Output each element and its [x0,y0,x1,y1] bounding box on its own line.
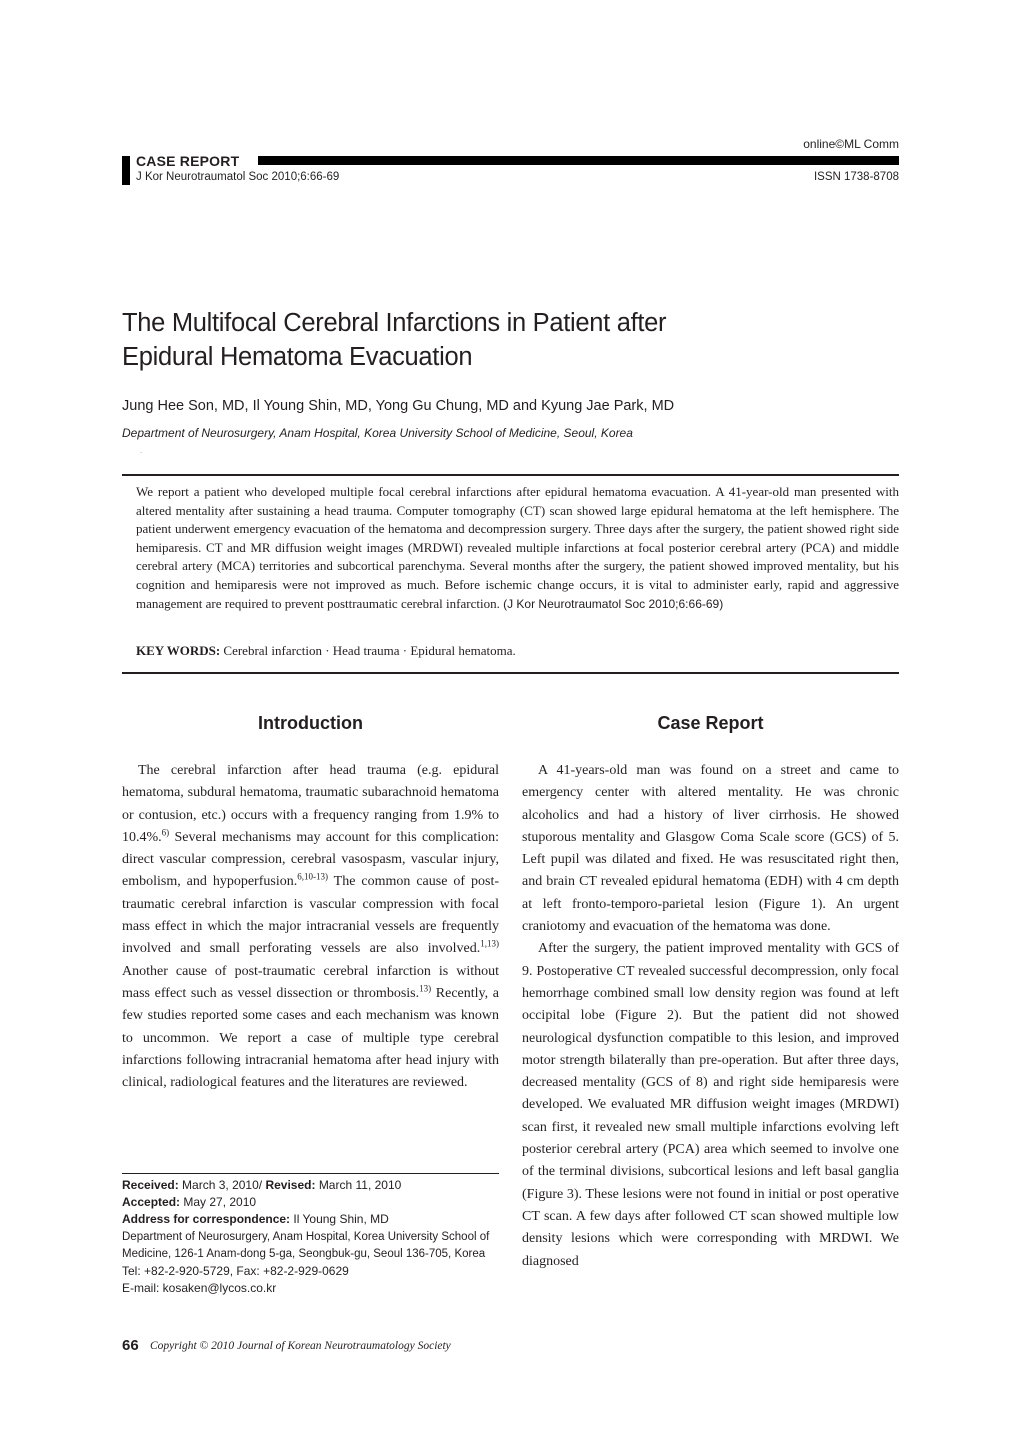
case-report-paragraph-1: A 41-years-old man was found on a street and came to emergency center with altered mentality. He was chronic alcoholics and had a history of liver cirrhosis. He showed stuporous mentality and Glasgow Coma Scale score (GCS) of 5. Left pupil was dilated and fixed. He was resuscitated right then, and brain CT revealed epidural hematoma (EDH) with 4 cm depth at left fronto-temporo-parietal lesion (Figure 1). An urgent craniotomy and evacuation of the hematoma was done. [522,763,899,935]
address-label: Address for correspondence: [122,1212,291,1227]
address-line [122,1211,499,1228]
accepted-date: May 27, 2010 [183,1195,257,1210]
footnote-rule [122,1173,499,1174]
keywords-text: Cerebral infarction · Head trauma · Epidural hematoma. [223,643,516,658]
case-report-heading: Case Report [657,713,764,733]
revised-date: March 11, 2010 [318,1178,402,1192]
citation-ref: 6,10-13) [297,871,328,882]
introduction-body [122,760,499,1094]
keywords-label: KEY WORDS: [136,643,221,658]
keywords [136,643,516,659]
dates-line-2 [122,1194,499,1211]
revised-label: Revised: [265,1178,316,1192]
received-label: Received: [122,1178,179,1192]
abstract-bottom-rule [122,672,899,674]
abstract-citation: (J Kor Neurotraumatol Soc 2010;6:66-69) [503,596,724,611]
intro-text-b: Several mechanisms may account for this complication: direct vascular compression, cerebral vasospasm, vascular injury, embolism, and hypoperfusion. [122,829,499,890]
address-text: Department of Neurosurgery, Anam Hospital, Korea University School of Medicine, 126-1 Anam-dong 5-ga, Seongbuk-gu, Seoul 136-705, Korea [122,1230,490,1260]
introduction-heading: Introduction [258,713,363,733]
online-label: online©ML Comm [803,137,899,151]
affiliation: Department of Neurosurgery, Anam Hospital, Korea University School of Medicine, Seoul, Korea [122,426,633,440]
citation-ref: 1,13) [480,938,499,949]
stray-dot: . [140,446,143,455]
email: E-mail: kosaken@lycos.co.kr [122,1281,277,1296]
correspondent-name: Il Young Shin, MD [293,1212,389,1227]
introduction-paragraph [122,760,499,1094]
header-bar-left [122,156,130,185]
intro-text-e: Recently, a few studies reported some cases and each mechanism was known to uncommon. We report a case of multiple type cerebral infarctions following intracranial hematoma after head injury with clinical, radiological features and the literatures are reviewed. [122,985,499,1091]
case-report-body [522,760,899,1273]
page-number: 66 [122,1337,139,1354]
abstract-top-rule [122,474,899,476]
received-date: March 3, 2010 [182,1178,259,1192]
intro-text-a: The cerebral infarction after head trauma (e.g. epidural hematoma, subdural hematoma, traumatic subarachnoid hematoma or contusion, etc.) occurs with a frequency ranging from 1.9% to 10.4%. [122,763,499,845]
authors: Jung Hee Son, MD, Il Young Shin, MD, Yong Gu Chung, MD and Kyung Jae Park, MD [122,398,675,414]
citation-ref: 6) [161,827,170,838]
copyright: Copyright © 2010 Journal of Korean Neurotraumatology Society [150,1340,451,1352]
tel-fax: Tel: +82-2-920-5729, Fax: +82-2-929-0629 [122,1264,349,1279]
article-title: The Multifocal Cerebral Infarctions in Patient after Epidural Hematoma Evacuation [122,309,667,371]
dates-line-1: Received: March 3, 2010/ Revised: March 11, 2010 [122,1178,402,1192]
citation-ref: 13) [419,983,432,994]
correspondence-footnote [122,1177,499,1297]
abstract [136,483,899,613]
section-label: CASE REPORT [136,153,240,169]
journal-reference: J Kor Neurotraumatol Soc 2010;6:66-69 [136,171,340,183]
header-rule [258,156,899,165]
accepted-label: Accepted: [122,1195,181,1210]
abstract-text: We report a patient who developed multiple focal cerebral infarctions after epidural hematoma evacuation. A 41-year-old man presented with altered mentality after sustaining a head trauma. Computer tomography (CT) scan showed large epidural hematoma at the left hemisphere. The patient underwent emergency evacuation of the hematoma and decompression surgery. Three days after the surgery, the patient showed right side hemiparesis. CT and MR diffusion weight images (MRDWI) revealed multiple infarctions at focal posterior cerebral artery (PCA) and middle cerebral artery (MCA) territories and subcortical parenchyma. Several months after the surgery, the patient showed improved mentality, but his cognition and hemiparesis were not improved as much. Before ischemic change occurs, it is vital to administer early, rapid and aggressive management are required to prevent posttraumatic cerebral infarction. [136,484,899,611]
issn: ISSN 1738-8708 [813,171,899,183]
intro-text-d: Another cause of post-traumatic cerebral infarction is without mass effect such as vessel dissection or thrombosis. [122,963,499,1001]
intro-text-c: The common cause of post-traumatic cerebral infarction is vascular compression with focal mass effect in which the major intracranial vessels are frequently involved and small perforating vessels are also involved. [122,874,499,957]
case-report-paragraph-2: After the surgery, the patient improved mentality with GCS of 9. Postoperative CT revealed successful decompression, only focal hemorrhage combined small low density region was found at left occipital lobe (Figure 2). But the patient did not showed neurological dysfunction compatible to this lesion, and improved motor strength bilaterally than pre-operation. But after three days, decreased mentality (GCS of 8) and right side hemiparesis were developed. We evaluated MR diffusion weight images (MRDWI) scan first, it revealed new small multiple infarctions evolving left posterior cerebral artery (PCA) area which seemed to involve one of the terminal divisions, subcortical lesions and left basal ganglia (Figure 3). These lesions were not found in initial or post operative CT scan. A few days after followed CT scan showed multiple low density lesions which were corresponding with MRDWI. We diagnosed [522,941,899,1269]
